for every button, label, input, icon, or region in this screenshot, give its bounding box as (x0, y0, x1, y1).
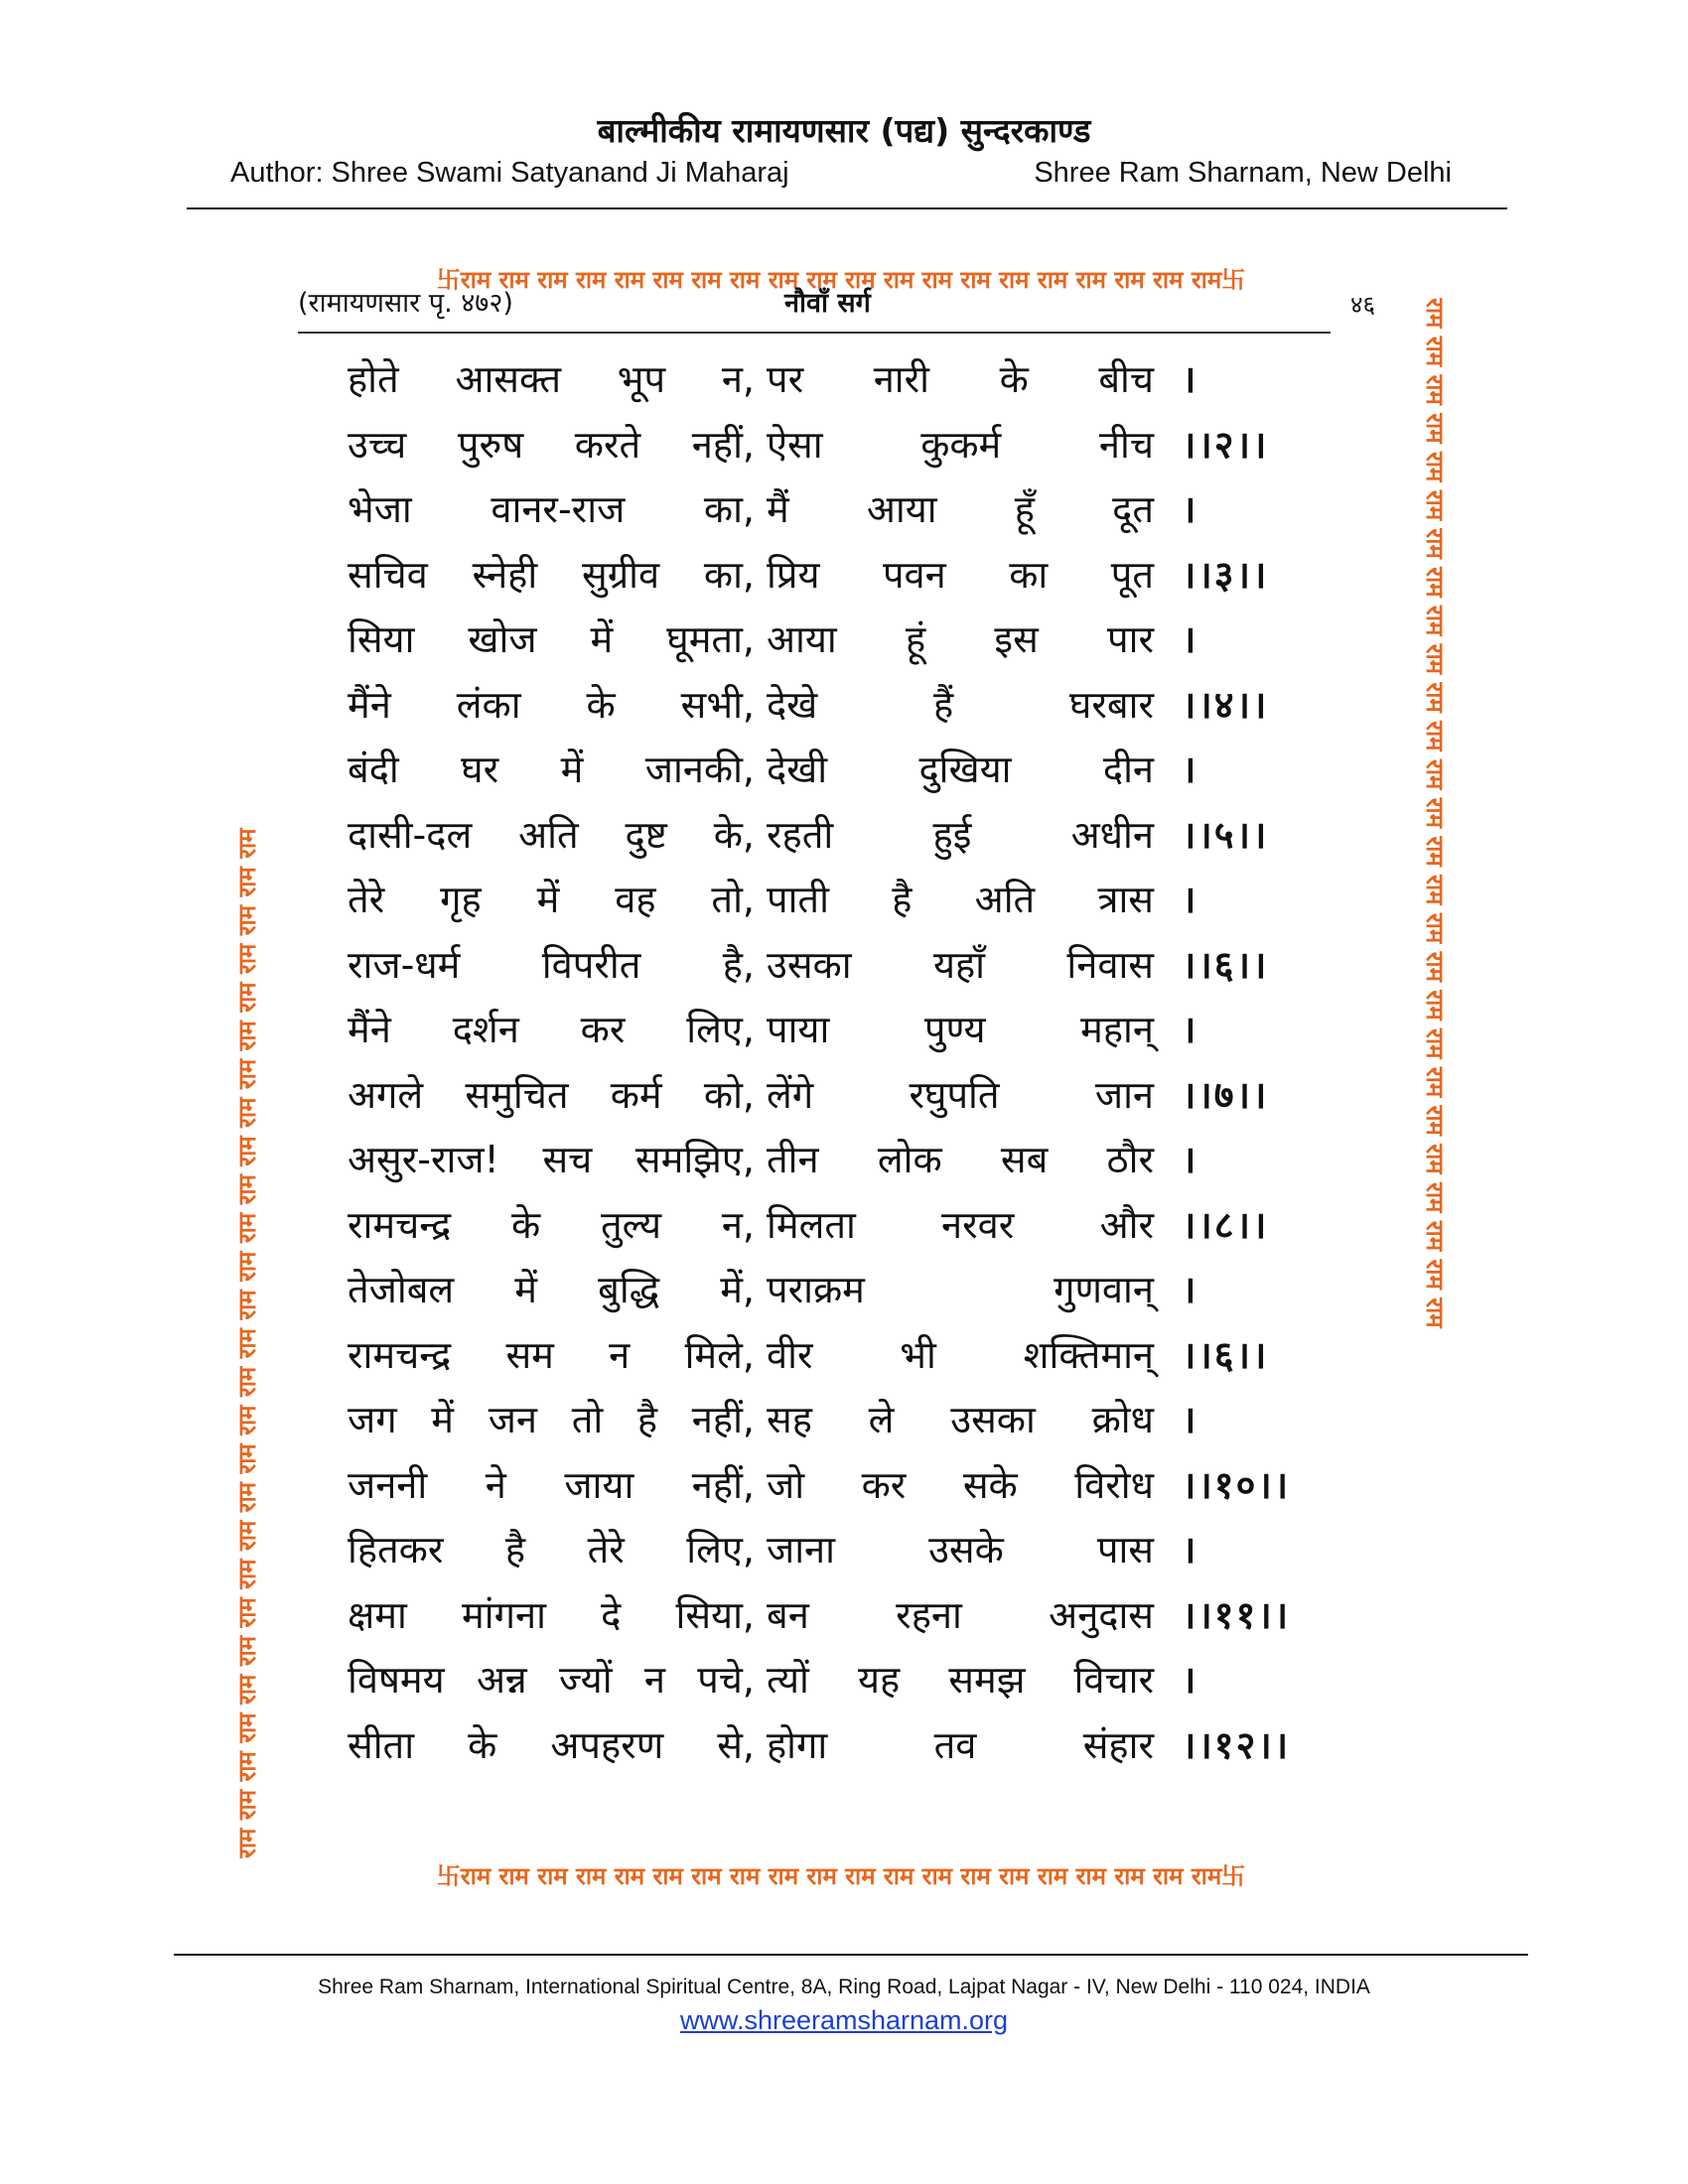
verse-second-half: जो कर सके विरोध (767, 1462, 1154, 1507)
verse-first-half: होते आसक्त भूप न, (348, 357, 755, 401)
verse-second-half: उसका यहाँ निवास (767, 942, 1154, 987)
verse-second-half: रहती हुई अधीन (767, 812, 1154, 857)
verse-second-half: जाना उसके पास (767, 1528, 1154, 1571)
verse-line (348, 1193, 1370, 1259)
verse-number-mark: ।।५।। (1182, 812, 1269, 857)
verse-first-half: रामचन्द्र सम न मिले, (348, 1332, 755, 1377)
verse-first-half: मैंने दर्शन कर लिए, (348, 1008, 755, 1051)
verse-number-mark: । (1182, 357, 1198, 401)
verse-first-half: असुर-राज! सच समझिए, (348, 1138, 755, 1181)
verse-number-mark: । (1182, 748, 1198, 791)
verse-number-mark: ।।२।। (1182, 422, 1269, 467)
verse-line (348, 1258, 1370, 1323)
verse-number-mark: । (1182, 1398, 1198, 1441)
verse-number-mark: । (1182, 617, 1198, 661)
verse-line (348, 1388, 1370, 1453)
verse-second-half: मैं आया हूँ दूत (767, 487, 1154, 531)
verse-first-half: मैंने लंका के सभी, (348, 682, 755, 727)
verse-line (348, 1063, 1370, 1129)
verse-second-half: आया हूं इस पार (767, 617, 1154, 661)
verse-line (348, 1453, 1370, 1519)
verse-first-half: तेजोबल में बुद्धि में, (348, 1268, 755, 1311)
verse-line (348, 738, 1370, 803)
verse-line (348, 1323, 1370, 1389)
verse-second-half: ऐसा कुकर्म नीच (767, 422, 1154, 467)
verse-second-half: लेंगे रघुपति जान (767, 1072, 1154, 1117)
page-number: ४६ (1350, 291, 1375, 319)
verse-line (348, 478, 1370, 543)
verse-number-mark: ।।६।। (1182, 1332, 1269, 1377)
verse-first-half: हितकर है तेरे लिए, (348, 1528, 755, 1571)
decorative-frame-left: राम राम राम राम राम राम राम राम राम राम राम राम राम राम राम राम राम राम राम राम राम राम राम राम राम राम राम (233, 828, 261, 1858)
chapter-heading: नौवाँ सर्ग (784, 288, 871, 319)
verse-line (348, 543, 1370, 609)
verse-line (348, 868, 1370, 933)
page-info-divider (298, 332, 1331, 334)
verse-second-half: सह ले उसका क्रोध (767, 1398, 1154, 1441)
author-line: Author: Shree Swami Satyanand Ji Maharaj (230, 157, 789, 189)
verse-number-mark: ।।७।। (1182, 1072, 1269, 1117)
verse-second-half: होगा तव संहार (767, 1722, 1154, 1767)
verse-number-mark: ।।८।। (1182, 1202, 1269, 1247)
website-link[interactable]: www.shreeramsharnam.org (679, 2005, 1009, 2035)
document-title: बाल्मीकीय रामायणसार (पद्य) सुन्दरकाण्ड (597, 111, 1091, 150)
verse-second-half: देखी दुखिया दीन (767, 748, 1154, 791)
verse-first-half: सचिव स्नेही सुग्रीव का, (348, 552, 755, 597)
verse-line (348, 998, 1370, 1063)
verse-first-half: क्षमा मांगना दे सिया, (348, 1592, 755, 1637)
verse-number-mark: । (1182, 1528, 1198, 1571)
verse-line (348, 1518, 1370, 1583)
verse-number-mark: ।।१२।। (1182, 1722, 1291, 1767)
verse-number-mark: ।।६।। (1182, 942, 1269, 987)
verse-second-half: पाती है अति त्रास (767, 878, 1154, 921)
verse-first-half: सिया खोज में घूमता, (348, 617, 755, 661)
verse-number-mark: ।।१०।। (1182, 1462, 1291, 1507)
verse-number-mark: । (1182, 1008, 1198, 1051)
verse-line (348, 673, 1370, 739)
verse-first-half: भेजा वानर-राज का, (348, 487, 755, 531)
verse-first-half: जग में जन तो है नहीं, (348, 1398, 755, 1441)
verse-second-half: पराक्रम गुणवान् (767, 1268, 1154, 1311)
verse-first-half: सीता के अपहरण से, (348, 1722, 755, 1767)
verse-line (348, 1128, 1370, 1193)
verse-second-half: तीन लोक सब ठौर (767, 1138, 1154, 1181)
verse-first-half: तेरे गृह में वह तो, (348, 878, 755, 921)
verse-second-half: देखे हैं घरबार (767, 682, 1154, 727)
verse-second-half: बन रहना अनुदास (767, 1592, 1154, 1637)
page-reference: (रामायणसार पृ. ४७२) (298, 288, 513, 319)
decorative-frame-bottom: 卐राम राम राम राम राम राम राम राम राम राम राम राम राम राम राम राम राम राम राम राम卐 (436, 1862, 1246, 1890)
decorative-frame-right: राम राम राम राम राम राम राम राम राम राम राम राम राम राम राम राम राम राम राम राम राम राम राम राम राम राम राम (1421, 298, 1449, 1328)
verse-number-mark: । (1182, 1268, 1198, 1311)
verse-second-half: प्रिय पवन का पूत (767, 552, 1154, 597)
verse-line (348, 347, 1370, 413)
verse-number-mark: ।।११।। (1182, 1592, 1291, 1637)
verse-line (348, 608, 1370, 673)
verse-second-half: पर नारी के बीच (767, 357, 1154, 401)
verse-line (348, 933, 1370, 999)
verse-line (348, 803, 1370, 869)
verse-first-half: राज-धर्म विपरीत है, (348, 942, 755, 987)
verse-number-mark: । (1182, 1138, 1198, 1181)
footer-divider (174, 1954, 1528, 1956)
verse-first-half: दासी-दल अति दुष्ट के, (348, 812, 755, 857)
verse-second-half: वीर भी शक्तिमान् (767, 1332, 1154, 1377)
verse-first-half: रामचन्द्र के तुल्य न, (348, 1202, 755, 1247)
footer-address: Shree Ram Sharnam, International Spiritual Centre, 8A, Ring Road, Lajpat Nagar - IV, New Delhi - 110 024, INDIA (318, 1976, 1370, 1998)
organization-line: Shree Ram Sharnam, New Delhi (1034, 157, 1452, 189)
verse-number-mark: । (1182, 878, 1198, 921)
verse-number-mark: ।।३।। (1182, 552, 1269, 597)
verse-first-half: बंदी घर में जानकी, (348, 748, 755, 791)
verse-line (348, 413, 1370, 478)
verse-first-half: विषमय अन्न ज्यों न पचे, (348, 1658, 755, 1702)
verse-line (348, 1648, 1370, 1713)
verse-number-mark: । (1182, 487, 1198, 531)
verse-block (348, 347, 1370, 1778)
verse-number-mark: ।।४।। (1182, 682, 1269, 727)
verse-line (348, 1713, 1370, 1779)
verse-second-half: पाया पुण्य महान् (767, 1008, 1154, 1051)
verse-second-half: मिलता नरवर और (767, 1202, 1154, 1247)
verse-first-half: उच्च पुरुष करते नहीं, (348, 422, 755, 467)
header-divider (187, 207, 1507, 209)
verse-first-half: अगले समुचित कर्म को, (348, 1072, 755, 1117)
decorative-frame-top: 卐राम राम राम राम राम राम राम राम राम राम राम राम राम राम राम राम राम राम राम राम卐 (436, 266, 1246, 294)
verse-second-half: त्यों यह समझ विचार (767, 1658, 1154, 1702)
verse-line (348, 1583, 1370, 1649)
verse-number-mark: । (1182, 1658, 1198, 1702)
verse-first-half: जननी ने जाया नहीं, (348, 1462, 755, 1507)
